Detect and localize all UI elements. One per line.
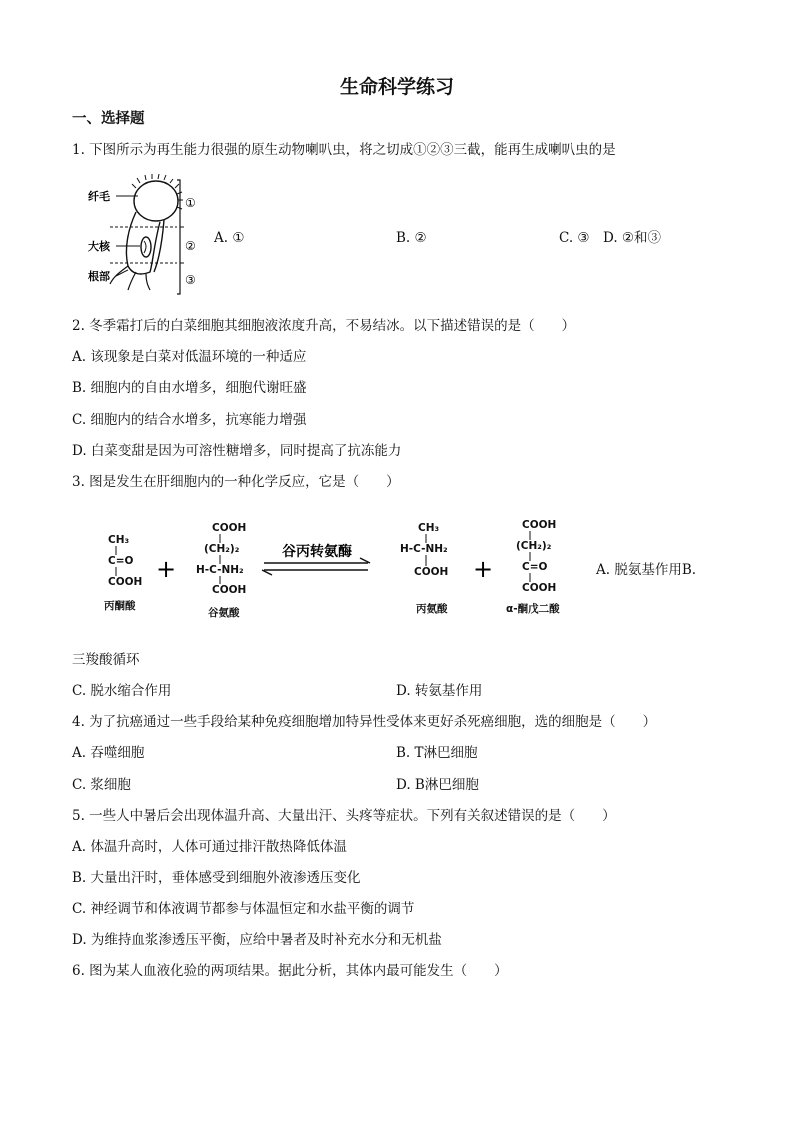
pyruvate-name: 丙酮酸 bbox=[104, 600, 136, 612]
cilia-label: 纤毛 bbox=[88, 190, 110, 203]
q3-stem: 3. 图是发生在肝细胞内的一种化学反应，它是（ ） bbox=[72, 474, 400, 490]
q2-option-b: B. 细胞内的自由水增多，细胞代谢旺盛 bbox=[72, 380, 307, 396]
q4-stem: 4. 为了抗癌通过一些手段给某种免疫细胞增加特异性受体来更好杀死癌细胞，选的细胞是（ ） bbox=[72, 714, 657, 730]
q4-option-d: D. B淋巴细胞 bbox=[396, 777, 479, 793]
reversible-arrow bbox=[262, 558, 370, 575]
nucleus-label: 大核 bbox=[88, 240, 110, 253]
glutamate-line2: (CH₂)₂ bbox=[204, 543, 240, 555]
segment-1-label: ① bbox=[185, 196, 196, 210]
akg-name: α-酮戊二酸 bbox=[506, 603, 560, 615]
akg-line4: COOH bbox=[522, 582, 557, 594]
enzyme-label: 谷丙转氨酶 bbox=[282, 544, 352, 560]
glutamate-line4: COOH bbox=[212, 584, 247, 596]
pyruvate-line1: CH₃ bbox=[108, 534, 130, 546]
q3-option-b: 三羧酸循环 bbox=[72, 652, 140, 668]
q1-option-c: C. ③ bbox=[559, 230, 590, 246]
q3-option-a: A. 脱氨基作用B. bbox=[596, 562, 697, 578]
segment-2-label: ② bbox=[185, 239, 196, 253]
q1-option-d: D. ②和③ bbox=[603, 230, 662, 246]
q5-option-a: A. 体温升高时，人体可通过排汗散热降低体温 bbox=[72, 839, 347, 855]
akg-line3: C=O bbox=[522, 561, 548, 573]
q5-option-b: B. 大量出汗时，垂体感受到细胞外液渗透压变化 bbox=[72, 870, 361, 886]
segment-3-label: ③ bbox=[185, 273, 196, 287]
q6-stem: 6. 图为某人血液化验的两项结果。据此分析，其体内最可能发生（ ） bbox=[72, 963, 508, 979]
trumpet-ciliate-figure bbox=[80, 174, 220, 299]
pyruvate-line2: C=O bbox=[108, 555, 134, 567]
q4-option-a: A. 吞噬细胞 bbox=[72, 745, 145, 761]
akg-line1: COOH bbox=[522, 519, 557, 531]
glutamate-line1: COOH bbox=[212, 522, 247, 534]
alanine-name: 丙氨酸 bbox=[416, 603, 448, 615]
q3-option-c: C. 脱水缩合作用 bbox=[72, 683, 172, 699]
section-heading: 一、选择题 bbox=[72, 110, 145, 127]
glutamate-line3: H-C-NH₂ bbox=[196, 564, 244, 576]
q1-option-b: B. ② bbox=[396, 230, 427, 246]
transamination-reaction-diagram bbox=[92, 513, 592, 628]
q5-stem: 5. 一些人中暑后会出现体温升高、大量出汗、头疼等症状。下列有关叙述错误的是（ ） bbox=[72, 808, 616, 824]
q1-stem: 1. 下图所示为再生能力很强的原生动物喇叭虫，将之切成①②③三截，能再生成喇叭虫的是 bbox=[72, 142, 616, 158]
q2-option-d: D. 白菜变甜是因为可溶性糖增多，同时提高了抗冻能力 bbox=[72, 443, 402, 459]
alanine-line2: H-C-NH₂ bbox=[400, 543, 448, 555]
alanine-line3: COOH bbox=[414, 566, 449, 578]
page-title: 生命科学练习 bbox=[339, 76, 454, 98]
plus-sign-1: + bbox=[156, 555, 177, 583]
q4-option-b: B. T淋巴细胞 bbox=[396, 745, 478, 761]
q5-option-c: C. 神经调节和体液调节都参与体温恒定和水盐平衡的调节 bbox=[72, 901, 415, 917]
root-label: 根部 bbox=[88, 270, 110, 283]
q4-option-c: C. 浆细胞 bbox=[72, 777, 131, 793]
plus-sign-2: + bbox=[473, 555, 494, 583]
q1-option-a: A. ① bbox=[214, 230, 245, 246]
q5-option-d: D. 为维持血浆渗透压平衡，应给中暑者及时补充水分和无机盐 bbox=[72, 932, 442, 948]
pyruvate-line3: COOH bbox=[108, 576, 143, 588]
alanine-line1: CH₃ bbox=[418, 522, 440, 534]
q2-option-c: C. 细胞内的结合水增多，抗寒能力增强 bbox=[72, 412, 307, 428]
q2-option-a: A. 该现象是白菜对低温环境的一种适应 bbox=[72, 349, 307, 365]
glutamate-name: 谷氨酸 bbox=[208, 607, 240, 619]
q2-stem: 2. 冬季霜打后的白菜细胞其细胞液浓度升高，不易结冰。以下描述错误的是（ ） bbox=[72, 318, 576, 334]
q3-option-d: D. 转氨基作用 bbox=[396, 683, 483, 699]
akg-line2: (CH₂)₂ bbox=[516, 540, 552, 552]
